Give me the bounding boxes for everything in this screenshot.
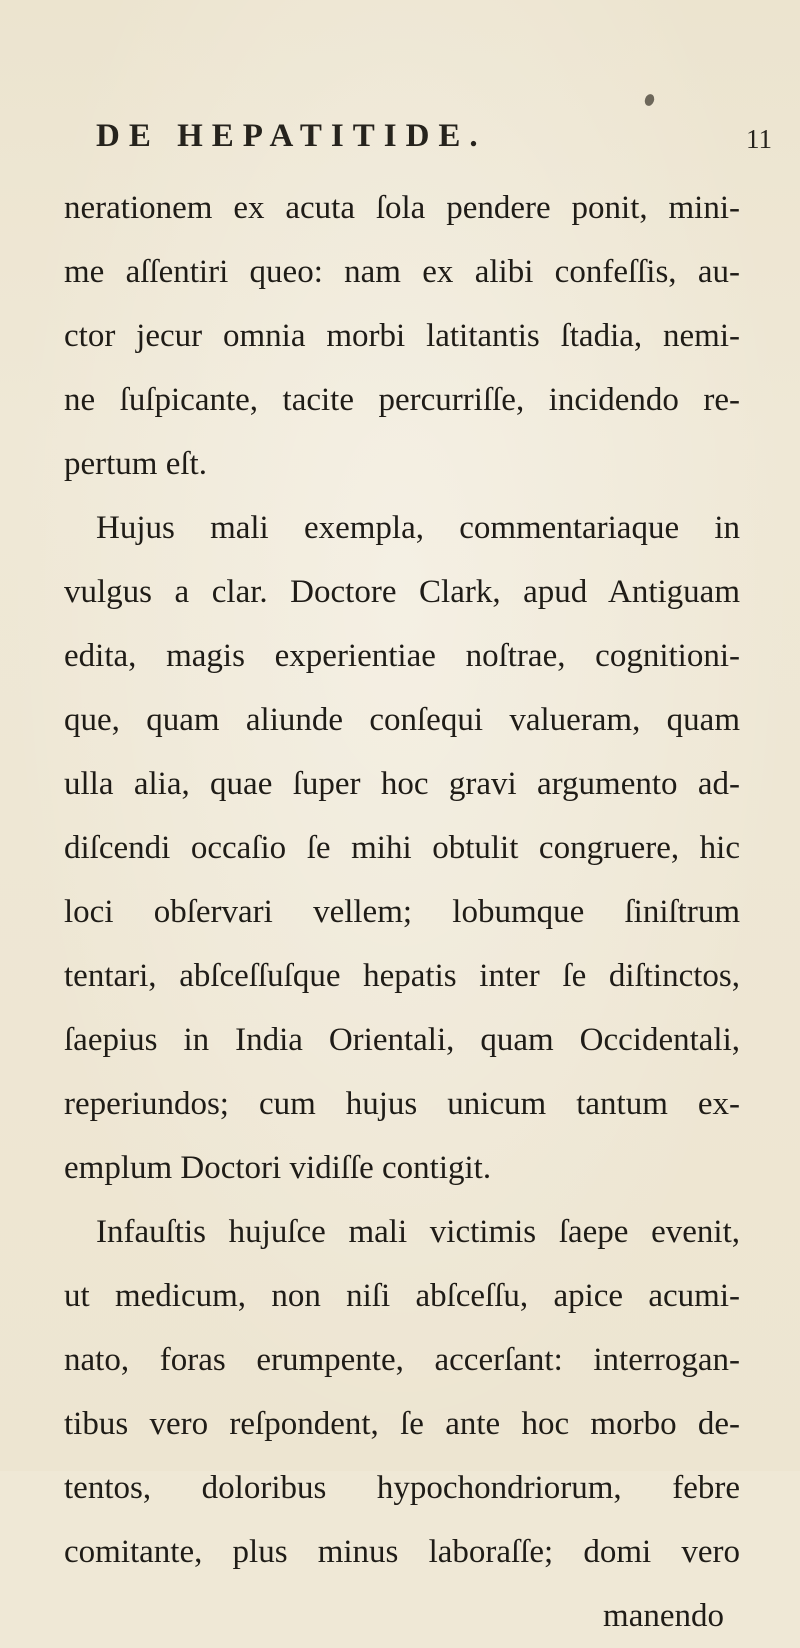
text-line: ulla alia, quae ſuper hoc gravi argumento ad- [64, 766, 740, 802]
text-line: pertum eſt. [64, 446, 207, 482]
text-line: nato, foras erumpente, accerſant: interrogan- [64, 1342, 740, 1378]
text-line: ſaepius in India Orientali, quam Occidentali, [64, 1022, 740, 1058]
paragraph-start-line: Infauſtis hujuſce mali victimis ſaepe evenit, [96, 1214, 740, 1250]
text-line: ctor jecur omnia morbi latitantis ſtadia, nemi- [64, 318, 740, 354]
running-head: DE HEPATITIDE. [96, 118, 487, 154]
text-line: diſcendi occaſio ſe mihi obtulit congruere, hic [64, 830, 740, 866]
text-line: vulgus a clar. Doctore Clark, apud Antiguam [64, 574, 740, 610]
paragraph-start-line: Hujus mali exempla, commentariaque in [96, 510, 740, 546]
catchword: manendo [603, 1598, 724, 1634]
text-line: ut medicum, non niſi abſceſſu, apice acumi- [64, 1278, 740, 1314]
text-line: nerationem ex acuta ſola pendere ponit, mini- [64, 190, 740, 226]
page-number: 11 [746, 124, 772, 154]
text-line: tentos, doloribus hypochondriorum, febre [64, 1470, 740, 1506]
text-line: me aſſentiri queo: nam ex alibi confeſſis, au- [64, 254, 740, 290]
text-line: tibus vero reſpondent, ſe ante hoc morbo de- [64, 1406, 740, 1442]
text-line: comitante, plus minus laboraſſe; domi vero [64, 1534, 740, 1570]
printed-ornament-mark [643, 93, 656, 107]
body-text [64, 176, 764, 1648]
text-line: tentari, abſceſſuſque hepatis inter ſe diſtinctos, [64, 958, 740, 994]
page-header [96, 118, 772, 162]
text-line: emplum Doctori vidiſſe contigit. [64, 1150, 492, 1186]
text-line: loci obſervari vellem; lobumque ſiniſtrum [64, 894, 740, 930]
text-line: que, quam aliunde conſequi valueram, quam [64, 702, 740, 738]
text-line: ne ſuſpicante, tacite percurriſſe, incidendo re- [64, 382, 740, 418]
text-line: reperiundos; cum hujus unicum tantum ex- [64, 1086, 740, 1122]
text-line: edita, magis experientiae noſtrae, cognitioni- [64, 638, 740, 674]
